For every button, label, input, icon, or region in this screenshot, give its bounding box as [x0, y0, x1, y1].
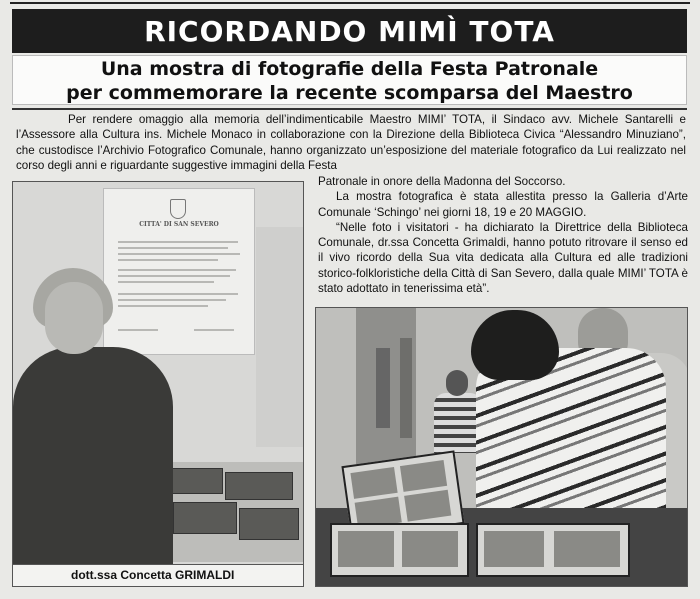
- article-right-column: [318, 174, 688, 296]
- article-paragraph-2: La mostra fotografica è stata allestita presso la Galleria d’Arte Comunale ‘Schingo’ nei giorni 18, 19 e 20 MAGGIO.: [318, 190, 688, 219]
- subheadline-line-2: per commemorare la recente scomparsa del Maestro: [66, 82, 633, 104]
- top-rule: [10, 2, 690, 4]
- divider: [12, 108, 687, 110]
- subheadline-box: [12, 55, 687, 105]
- visitor-striped-shirt: [434, 393, 482, 453]
- article-lead: Per rendere omaggio alla memoria dell’indimenticabile Maestro MIMI’ TOTA, il Sindaco avv. Michele Santarelli e l’Assessore alla Cultura ins. Michele Monaco in collaborazione con la Direzione della Biblioteca Civica “Alessandro Minuziano”, che custodisce l’Archivio Fotografico Comunale, hanno organizzato un’esposizione del materiale fotografico da Lui realizzato nel corso degli anni e riguardante suggestive immagini della Festa: [16, 113, 686, 172]
- background-poster: [256, 227, 304, 447]
- photo-exhibition-visitors: [315, 307, 688, 587]
- woman-figure: [13, 347, 173, 565]
- crest-icon: [170, 199, 186, 219]
- photo-caption: dott.ssa Concetta GRIMALDI: [12, 565, 304, 587]
- article-paragraph-3: “Nelle foto i visitatori - ha dichiarato la Direttrice della Biblioteca Comunale, dr.ssa Concetta Grimaldi, hanno potuto ritrovare il senso ed il vivo ricordo della Sua vita dedicata alla Cultura ed alle tradizioni storico-folkloristiche della Città di San Severo, dalla quale MIMI’ TOTA è stato adottato in tenerissima età”.: [318, 220, 688, 296]
- poster-heading: CITTA' DI SAN SEVERO: [139, 221, 219, 228]
- exhibition-poster: [103, 188, 255, 355]
- display-table: [153, 462, 304, 562]
- headline: RICORDANDO MIMÌ TOTA: [144, 14, 555, 48]
- headline-banner: [12, 9, 687, 53]
- photo-album: [476, 523, 630, 577]
- article-lead-continued: Patronale in onore della Madonna del Soccorso.: [318, 175, 566, 188]
- subheadline-line-1: Una mostra di fotografie della Festa Patronale: [100, 58, 599, 80]
- photo-album: [330, 523, 469, 577]
- photo-grimaldi: [12, 181, 304, 565]
